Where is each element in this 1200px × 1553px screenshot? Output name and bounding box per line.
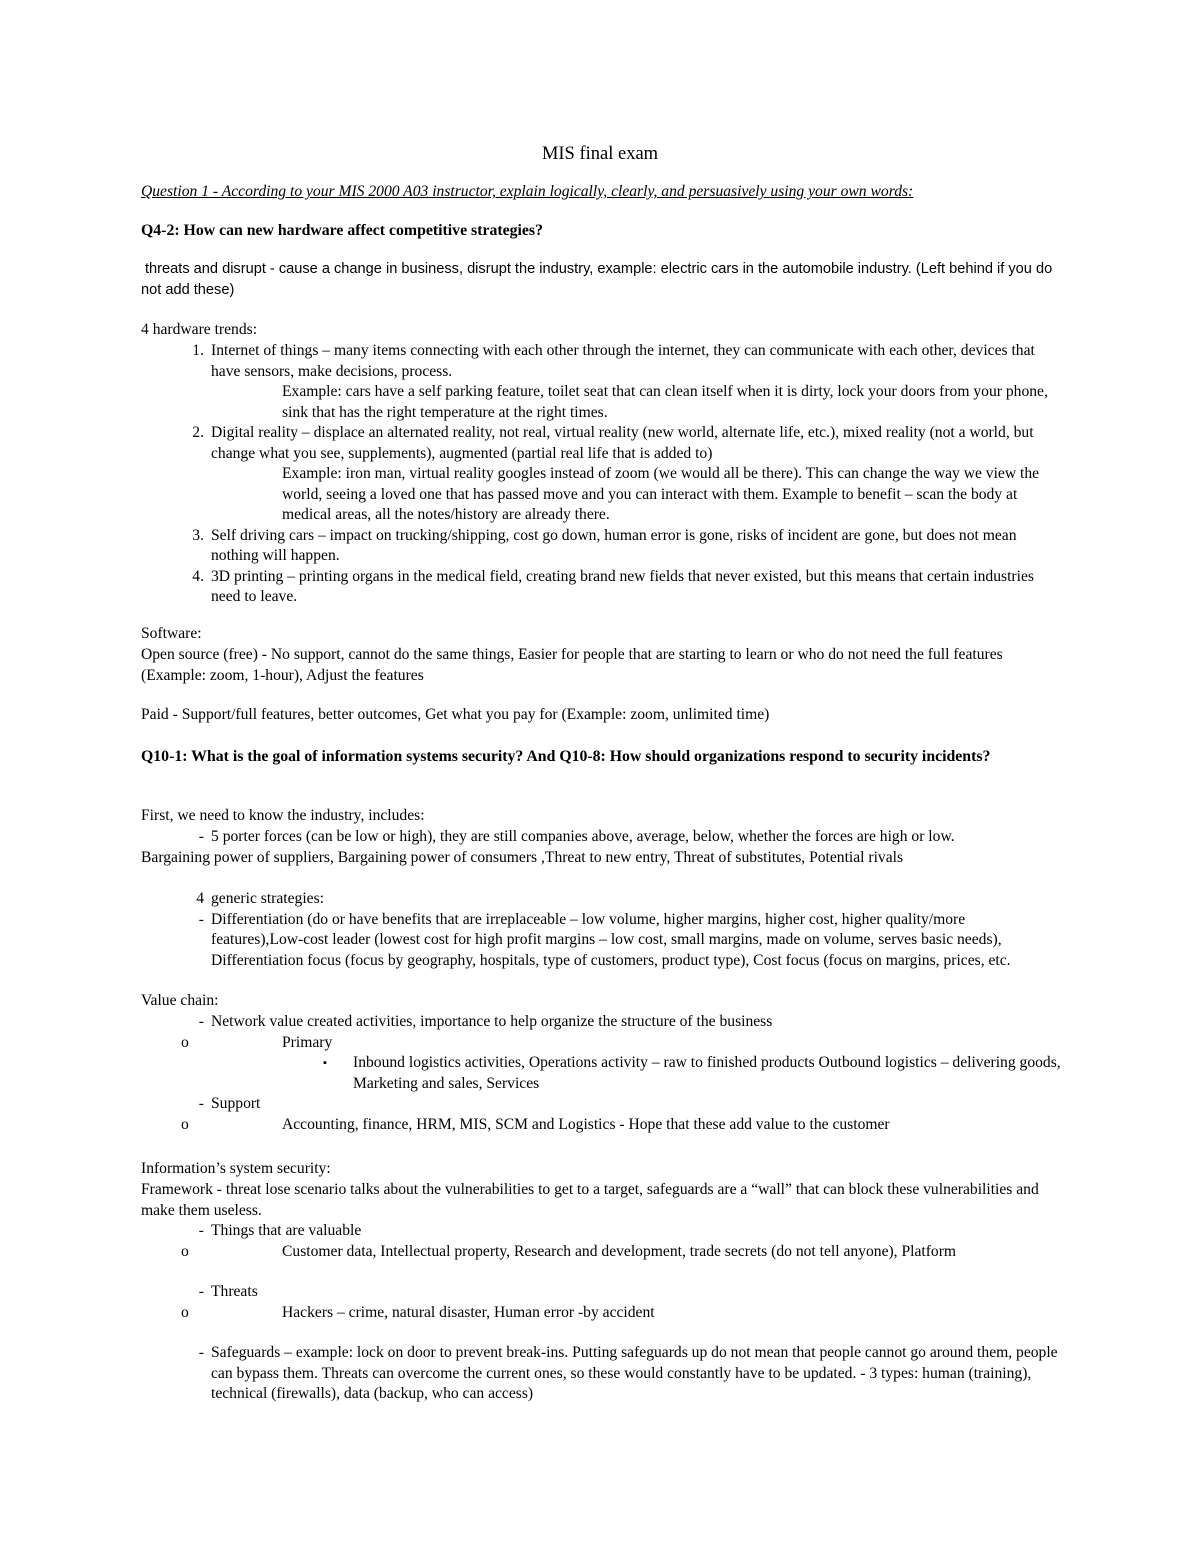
- network-item: [198, 1012, 1061, 1033]
- trend-item: [192, 341, 1061, 423]
- dash-bullet: -: [198, 1013, 204, 1030]
- circle-bullet: o: [181, 1115, 189, 1133]
- paid-text: Paid - Support/full features, better outcomes, Get what you pay for (Example: zoom, unlimited time): [141, 706, 770, 723]
- threats-detail-item: [181, 1303, 1061, 1324]
- software-label: Software:: [141, 625, 202, 642]
- porter-item: [141, 827, 1061, 848]
- framework-text: Framework - threat lose scenario talks about the vulnerabilities to get to a target, safeguards are a “wall” that can block these vulnerabilities and make them useless.: [141, 1181, 1039, 1219]
- primary-label: Primary: [282, 1033, 333, 1051]
- square-bullet: ▪: [323, 1057, 327, 1069]
- support-label: Support: [211, 1095, 261, 1112]
- dash-bullet: -: [198, 1222, 204, 1239]
- trend-text: Self driving cars – impact on trucking/shipping, cost go down, human error is gone, risks of incident are gone, but does not mean nothing will happen.: [211, 526, 1017, 564]
- dash-bullet: -: [198, 1344, 204, 1361]
- bargaining-text: Bargaining power of suppliers, Bargaining power of consumers ,Threat to new entry, Threat of substitutes, Potential rivals: [141, 849, 904, 866]
- trend-example: Example: cars have a self parking feature, toilet seat that can clean itself when it is dirty, lock your doors from your phone, sink that has the right temperature at the right times.: [282, 383, 1048, 421]
- q4-2-heading: Q4-2: How can new hardware affect competitive strategies?: [141, 222, 543, 239]
- generic-number: 4: [196, 890, 204, 907]
- trend-number: 3.: [192, 526, 204, 544]
- value-chain-list: [141, 1012, 1061, 1135]
- valuable-item: [198, 1221, 1061, 1242]
- hardware-trends-label: 4 hardware trends:: [141, 321, 258, 338]
- value-chain-label: Value chain:: [141, 992, 219, 1009]
- question-prompt: Question 1 - According to your MIS 2000 A03 instructor, explain logically, clearly, and persuasively using your own words:: [141, 183, 914, 200]
- support-item: [198, 1094, 1061, 1115]
- primary-item: [181, 1033, 1061, 1054]
- dash-bullet: -: [198, 828, 204, 845]
- safeguards-text: Safeguards – example: lock on door to prevent break-ins. Putting safeguards up do not mean that people cannot go around them, people can bypass them. Threats can overcome the current ones, so these would constantly have to be updated. - 3 types: human (training), technical (firewalls), data (backup, who can access): [211, 1344, 1058, 1402]
- dash-bullet: -: [198, 1095, 204, 1112]
- valuable-label: Things that are valuable: [211, 1222, 362, 1239]
- trend-item: [192, 423, 1061, 526]
- trend-number: 1.: [192, 342, 204, 359]
- threats-detail: Hackers – crime, natural disaster, Human error -by accident: [282, 1303, 655, 1321]
- valuable-detail: Customer data, Intellectual property, Research and development, trade secrets (do not tell anyone), Platform: [282, 1242, 957, 1260]
- q4-2-intro: threats and disrupt - cause a change in business, disrupt the industry, example: electric cars in the automobile industry. (Left behind if you do not add these): [141, 261, 1053, 298]
- primary-detail: Inbound logistics activities, Operations activity – raw to finished products Outbound logistics – delivering goods, Marketing and sales, Services: [353, 1054, 1061, 1092]
- threats-item: [198, 1282, 1061, 1303]
- network-text: Network value created activities, importance to help organize the structure of the business: [211, 1013, 773, 1030]
- industry-intro: First, we need to know the industry, includes:: [141, 807, 425, 824]
- security-list: [141, 1221, 1061, 1405]
- q10-heading: Q10-1: What is the goal of information systems security? And Q10-8: How should organizations respond to security incidents?: [141, 748, 991, 765]
- support-detail: Accounting, finance, HRM, MIS, SCM and Logistics - Hope that these add value to the customer: [282, 1115, 890, 1133]
- trend-item: [192, 526, 1061, 567]
- hardware-trends-list: [141, 341, 1061, 608]
- trend-text: 3D printing – printing organs in the medical field, creating brand new fields that never existed, but this means that certain industries need to leave.: [211, 567, 1034, 605]
- support-detail-item: [181, 1115, 1061, 1136]
- trend-item: [192, 567, 1061, 608]
- circle-bullet: o: [181, 1033, 189, 1051]
- differentiation-text: Differentiation (do or have benefits that are irreplaceable – low volume, higher margins, higher cost, higher quality/more features),Low-cost leader (lowest cost for high profit margins – low cost, small margins, made on volume, serves basic needs), Differentiation focus (focus by geography, hospitals, type of customers, product type), Cost focus (focus on margins, prices, etc.: [211, 910, 1011, 969]
- iss-label: Information’s system security:: [141, 1160, 331, 1177]
- porter-text: 5 porter forces (can be low or high), they are still companies above, average, below, whether the forces are high or low.: [211, 828, 955, 845]
- trend-text: Digital reality – displace an alternated reality, not real, virtual reality (new world, alternate life, etc.), mixed reality (not a world, but change what you see, supplements), augmented (partial real life that is added to): [211, 424, 1034, 462]
- dash-bullet: -: [198, 1283, 204, 1300]
- circle-bullet: o: [181, 1303, 189, 1321]
- generic-strategies-label: generic strategies:: [211, 890, 325, 907]
- dash-bullet: -: [198, 910, 204, 928]
- trend-example: Example: iron man, virtual reality googles instead of zoom (we would all be there). This can change the way we view the world, seeing a loved one that has passed move and you can interact with them. Example to benefit – scan the body at medical areas, all the notes/history are already there.: [282, 465, 1040, 523]
- valuable-detail-item: [181, 1242, 1061, 1263]
- differentiation-item: [198, 910, 1061, 972]
- trend-text: Internet of things – many items connecting with each other through the internet, they can communicate with each other, devices that have sensors, make decisions, process.: [211, 342, 1035, 380]
- open-source-text: Open source (free) - No support, cannot do the same things, Easier for people that are starting to learn or who do not need the full features (Example: zoom, 1-hour), Adjust the features: [141, 646, 1003, 684]
- generic-strategies-label-row: [196, 889, 1061, 910]
- circle-bullet: o: [181, 1242, 189, 1260]
- safeguards-item: [198, 1343, 1061, 1405]
- trend-number: 4.: [192, 567, 204, 585]
- generic-strategies: [141, 889, 1061, 971]
- primary-detail-item: [211, 1053, 1061, 1094]
- threats-label: Threats: [211, 1283, 258, 1300]
- page-title: MIS final exam: [541, 144, 659, 164]
- trend-number: 2.: [192, 424, 204, 441]
